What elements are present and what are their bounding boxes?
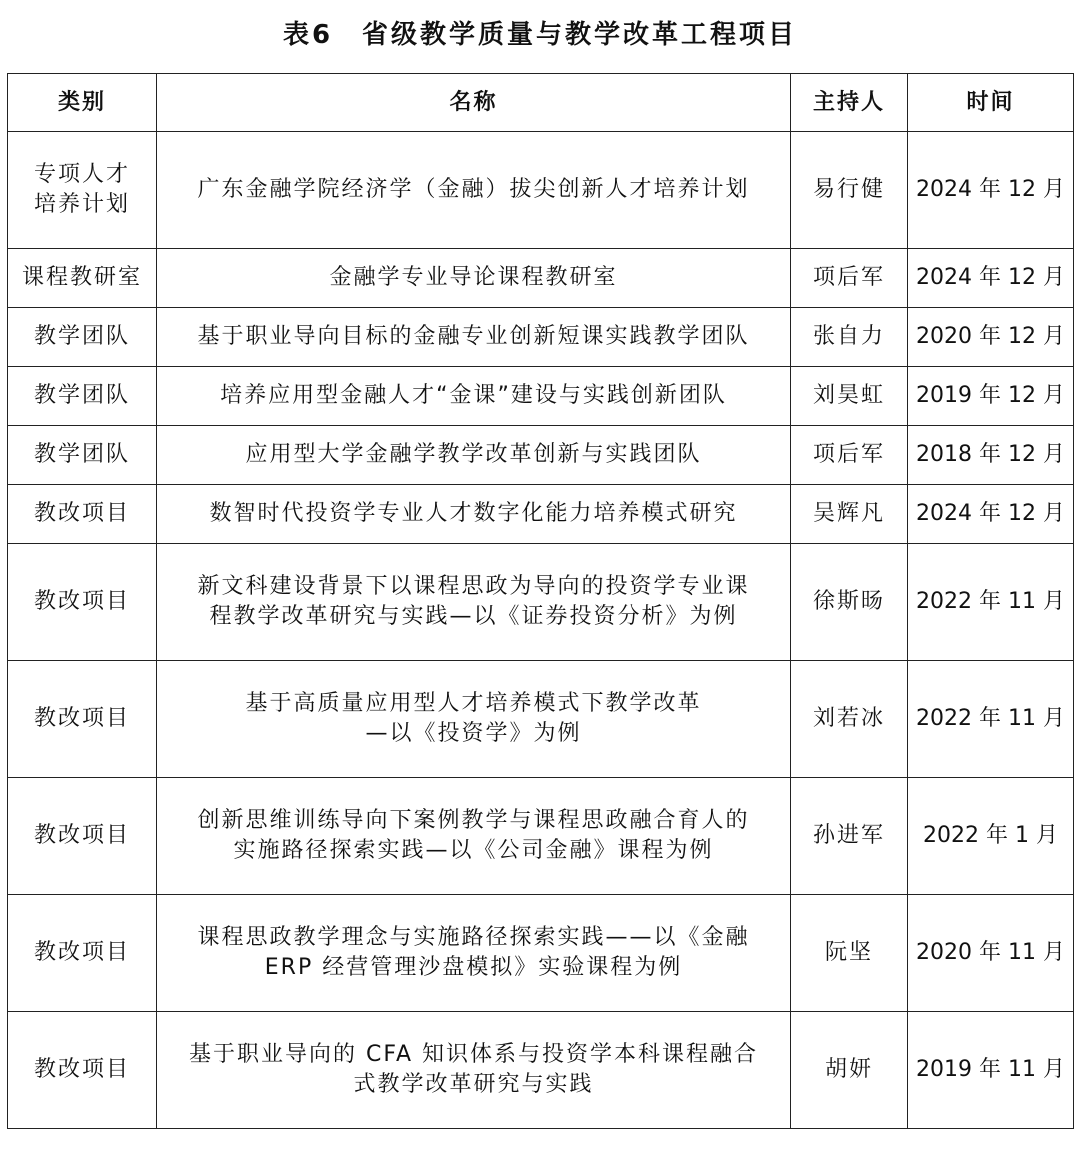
- cell-time: 2022 年 11 月: [908, 544, 1074, 661]
- table-row: [8, 308, 1074, 367]
- cell-host: 易行健: [791, 132, 908, 249]
- cell-host: 吴辉凡: [791, 485, 908, 544]
- category-line: 教改项目: [33, 1057, 130, 1082]
- name-line: 应用型大学金融学教学改革创新与实践团队: [245, 442, 702, 467]
- name-line: 课程思政教学理念与实施路径探索实践——以《金融: [197, 925, 750, 950]
- table-row: [8, 778, 1074, 895]
- category-line: 教改项目: [33, 823, 130, 848]
- cell-name: [157, 895, 791, 1012]
- category-line: 教改项目: [33, 589, 130, 614]
- category-line: 教改项目: [33, 706, 130, 731]
- name-line: 程教学改革研究与实践—以《证券投资分析》为例: [209, 604, 738, 629]
- cell-time: 2024 年 12 月: [908, 485, 1074, 544]
- cell-category: [8, 426, 157, 485]
- category-line: 教改项目: [33, 940, 130, 965]
- name-line: 新文科建设背景下以课程思政为导向的投资学专业课: [197, 574, 750, 599]
- cell-host: 刘若冰: [791, 661, 908, 778]
- table-row: [8, 132, 1074, 249]
- name-line: 广东金融学院经济学（金融）拔尖创新人才培养计划: [197, 177, 750, 202]
- table-row: [8, 895, 1074, 1012]
- cell-time: 2024 年 12 月: [908, 249, 1074, 308]
- name-line: ERP 经营管理沙盘模拟》实验课程为例: [264, 955, 683, 980]
- cell-category: [8, 367, 157, 426]
- cell-time: 2024 年 12 月: [908, 132, 1074, 249]
- name-line: 实施路径探索实践—以《公司金融》课程为例: [233, 838, 714, 863]
- cell-category: [8, 308, 157, 367]
- category-line: 专项人才: [33, 162, 130, 187]
- category-line: 教改项目: [33, 501, 130, 526]
- cell-category: [8, 132, 157, 249]
- table-row: [8, 367, 1074, 426]
- table-row: [8, 426, 1074, 485]
- cell-time: 2020 年 12 月: [908, 308, 1074, 367]
- table-row: [8, 544, 1074, 661]
- table-row: [8, 661, 1074, 778]
- cell-category: [8, 485, 157, 544]
- category-line: 课程教研室: [21, 265, 142, 290]
- cell-name: [157, 132, 791, 249]
- name-line: 基于职业导向目标的金融专业创新短课实践教学团队: [197, 324, 750, 349]
- cell-category: [8, 544, 157, 661]
- header-category: 类别: [8, 74, 157, 132]
- category-line: 教学团队: [33, 383, 130, 408]
- table-row: [8, 249, 1074, 308]
- cell-host: 孙进军: [791, 778, 908, 895]
- cell-category: [8, 778, 157, 895]
- category-line: 教学团队: [33, 324, 130, 349]
- cell-name: [157, 661, 791, 778]
- cell-name: [157, 308, 791, 367]
- table-title: 表6 省级教学质量与教学改革工程项目: [282, 20, 798, 50]
- cell-host: 项后军: [791, 249, 908, 308]
- cell-category: [8, 1012, 157, 1129]
- name-line: 基于职业导向的 CFA 知识体系与投资学本科课程融合: [188, 1042, 759, 1067]
- category-line: 培养计划: [33, 192, 130, 217]
- name-line: 数智时代投资学专业人才数字化能力培养模式研究: [209, 501, 738, 526]
- cell-time: 2022 年 11 月: [908, 661, 1074, 778]
- cell-name: [157, 1012, 791, 1129]
- cell-name: [157, 544, 791, 661]
- cell-name: [157, 485, 791, 544]
- cell-name: [157, 778, 791, 895]
- cell-host: 徐斯旸: [791, 544, 908, 661]
- projects-table: [7, 73, 1074, 1129]
- cell-host: 刘昊虹: [791, 367, 908, 426]
- name-line: 基于高质量应用型人才培养模式下教学改革: [245, 691, 702, 716]
- name-line: 式教学改革研究与实践: [353, 1072, 594, 1097]
- cell-name: [157, 249, 791, 308]
- cell-name: [157, 367, 791, 426]
- cell-host: 张自力: [791, 308, 908, 367]
- header-host: 主持人: [791, 74, 908, 132]
- header-time: 时间: [908, 74, 1074, 132]
- cell-name: [157, 426, 791, 485]
- table-row: [8, 485, 1074, 544]
- name-line: 培养应用型金融人才“金课”建设与实践创新团队: [220, 383, 727, 408]
- table-row: [8, 1012, 1074, 1129]
- header-name: 名称: [157, 74, 791, 132]
- cell-category: [8, 661, 157, 778]
- name-line: 金融学专业导论课程教研室: [329, 265, 618, 290]
- category-line: 教学团队: [33, 442, 130, 467]
- cell-host: 阮坚: [791, 895, 908, 1012]
- cell-time: 2019 年 12 月: [908, 367, 1074, 426]
- table-body: [8, 132, 1074, 1129]
- cell-time: 2018 年 12 月: [908, 426, 1074, 485]
- cell-time: 2020 年 11 月: [908, 895, 1074, 1012]
- cell-host: 胡妍: [791, 1012, 908, 1129]
- name-line: 创新思维训练导向下案例教学与课程思政融合育人的: [197, 808, 750, 833]
- name-line: —以《投资学》为例: [365, 721, 582, 746]
- cell-category: [8, 249, 157, 308]
- header-row: [8, 74, 1074, 132]
- cell-host: 项后军: [791, 426, 908, 485]
- cell-time: 2019 年 11 月: [908, 1012, 1074, 1129]
- cell-category: [8, 895, 157, 1012]
- cell-time: 2022 年 1 月: [908, 778, 1074, 895]
